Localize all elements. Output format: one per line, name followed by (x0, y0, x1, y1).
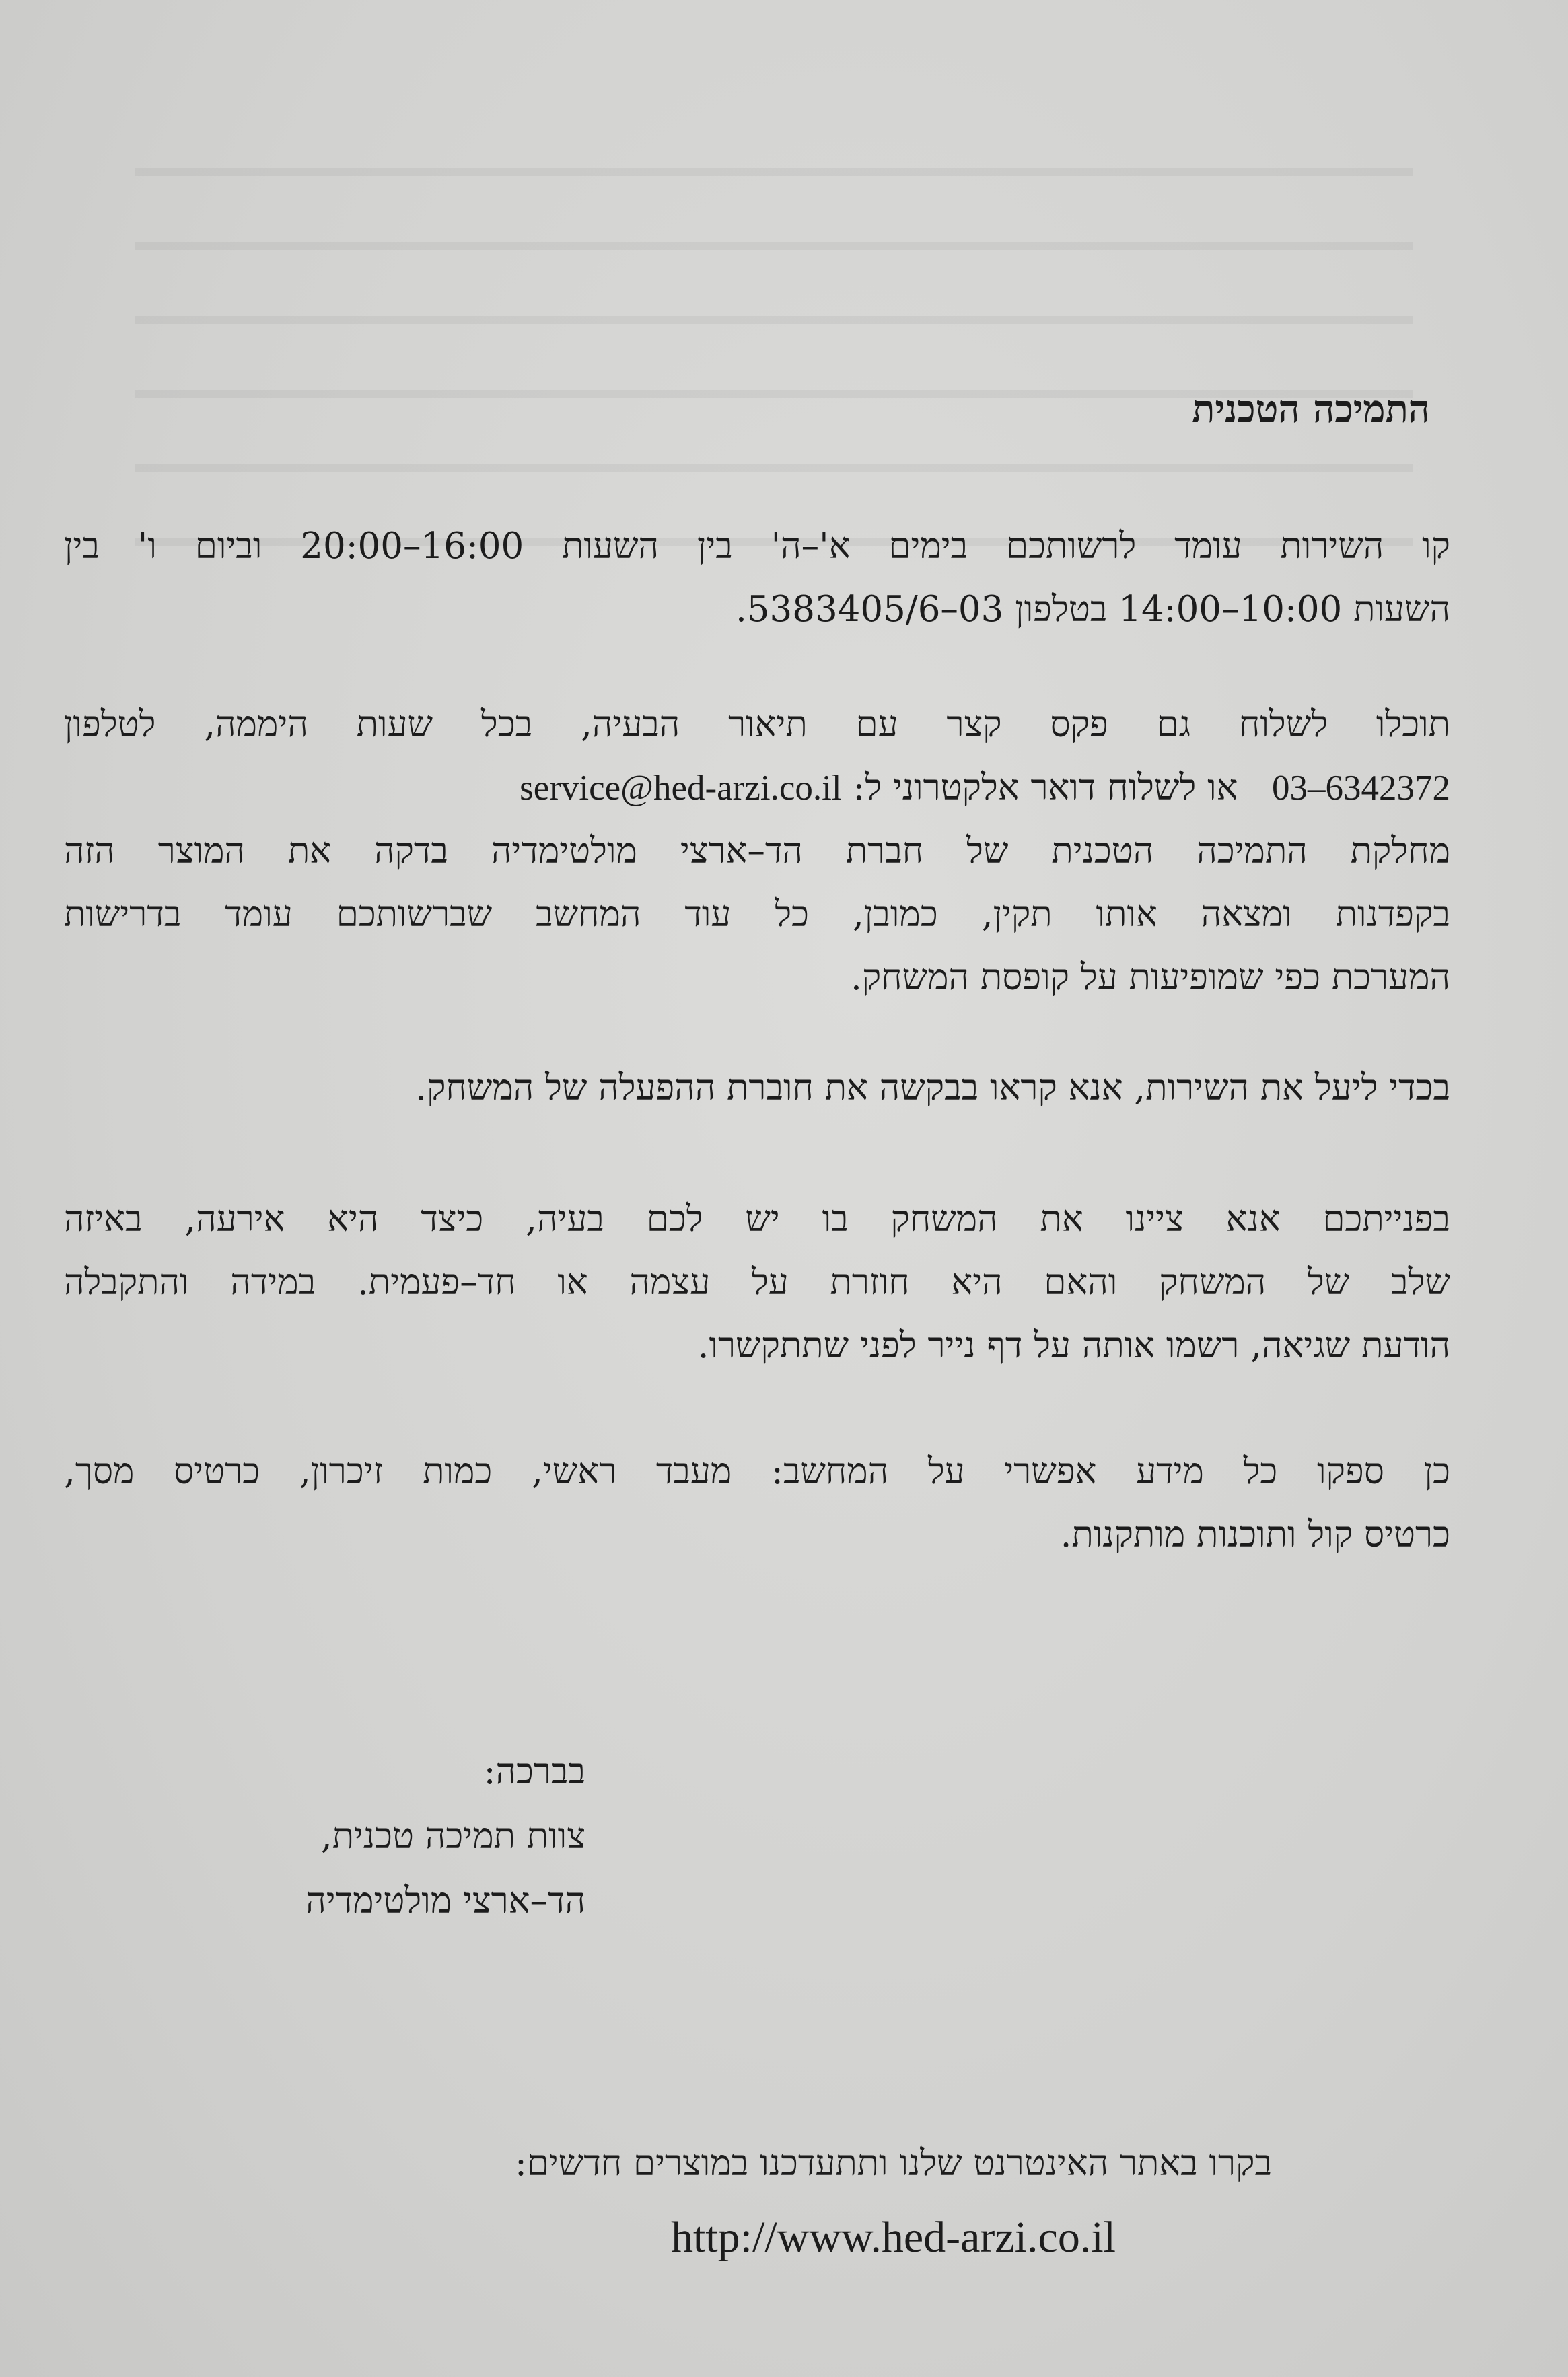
website-url-link[interactable]: http://www.hed-arzi.co.il (670, 2213, 1116, 2262)
paragraph-line: השעות 10:00–14:00 בטלפון 03–5383405/6. (735, 589, 1450, 630)
paragraph-line: בקפדנות ומצאה אותו תקין, כמובן, כל עוד המחשב שברשותכם עומד בדרישות (64, 894, 1450, 935)
email-link[interactable]: service@hed-arzi.co.il (520, 769, 842, 808)
paragraph-line: שלב של המשחק והאם היא חוזרת על עצמה או חד–פעמית. במידה והתקבלה (64, 1262, 1450, 1303)
signature-greeting: בברכה: (483, 1751, 585, 1792)
page-title: התמיכה הטכנית (1192, 387, 1430, 431)
footer (515, 2127, 1272, 2275)
service-hours-paragraph (64, 515, 1450, 641)
paragraph-line: המערכת כפי שמופיעות על קופסת המשחק. (851, 957, 1450, 998)
paragraph-line: הודעת שגיאה, רשמו אותה על דף נייר לפני שתתקשרו. (697, 1325, 1450, 1366)
computer-info-paragraph (64, 1440, 1450, 1567)
fax-email-line (64, 756, 1450, 820)
paragraph-line: כן ספקו כל מידע אפשרי על המחשב: מעבד ראשי, כמות זיכרון, כרטיס מסך, (64, 1451, 1450, 1492)
signature-company: הד–ארצי מולטימדיה (306, 1880, 585, 1921)
email-prefix: או לשלוח דואר אלקטרוני ל: (853, 767, 1238, 808)
contact-paragraph (64, 693, 1450, 1009)
paragraph-line: מחלקת התמיכה הטכנית של חברת הד–ארצי מולטימדיה בדקה את המוצר הזה (64, 830, 1450, 872)
paragraph-line: בפנייתכם אנא ציינו את המשחק בו יש לכם בעיה, כיצד היא אירעה, באיזה (64, 1199, 1450, 1240)
paragraph-line: תוכלו לשלוח גם פקס קצר עם תיאור הבעיה, בכל שעות היממה, לטלפון (64, 704, 1450, 745)
manual-paragraph (64, 1057, 1450, 1120)
paragraph-line: בכדי ליעל את השירות, אנא קראו בבקשה את חוברת ההפעלה של המשחק. (415, 1067, 1450, 1108)
fax-number: 03–6342372 (1272, 769, 1450, 808)
inquiry-paragraph (64, 1188, 1450, 1378)
paragraph-line: קו השירות עומד לרשותכם בימים א'–ה' בין השעות 16:00–20:00 וביום ו' בין (64, 526, 1450, 567)
paragraph-line: כרטיס קול ותוכנות מותקנות. (1060, 1514, 1450, 1555)
website-invite: בקרו באתר האינטרנט שלנו ותתעדכנו במוצרים חדשים: (514, 2143, 1272, 2184)
signature-team: צוות תמיכה טכנית, (320, 1816, 585, 1857)
signature-block (306, 1740, 585, 1933)
